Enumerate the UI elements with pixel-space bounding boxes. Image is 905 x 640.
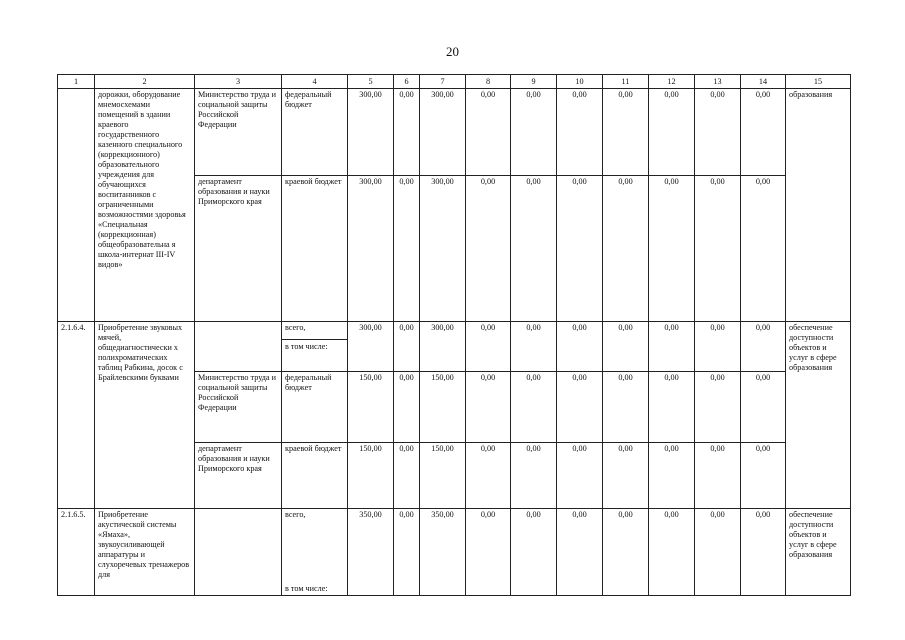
executor-cell: Министерство труда и социальной защиты Российской Федерации — [195, 89, 282, 176]
value-cell: 0,00 — [695, 443, 741, 509]
col-header: 1 — [58, 75, 95, 89]
table-row — [58, 89, 851, 176]
funding-source-label: краевой бюджет — [285, 444, 342, 453]
funding-source-cell — [282, 89, 348, 176]
col-header: 15 — [786, 75, 851, 89]
value-cell: 0,00 — [511, 322, 557, 372]
value-cell: 0,00 — [695, 176, 741, 322]
value-cell: 0,00 — [394, 176, 420, 322]
value-cell: 0,00 — [394, 443, 420, 509]
value-cell: 0,00 — [741, 176, 786, 322]
value-cell: 0,00 — [557, 322, 603, 372]
value-cell: 0,00 — [466, 176, 511, 322]
value-cell: 0,00 — [557, 176, 603, 322]
item-code: 2.1.6.4. — [58, 322, 95, 509]
value-cell: 0,00 — [649, 372, 695, 443]
col-header: 8 — [466, 75, 511, 89]
value-cell: 0,00 — [741, 372, 786, 443]
executor-cell — [195, 509, 282, 596]
value-cell: 0,00 — [557, 443, 603, 509]
executor-cell — [195, 322, 282, 372]
col-header: 9 — [511, 75, 557, 89]
value-cell: 0,00 — [603, 443, 649, 509]
value-cell: 0,00 — [511, 443, 557, 509]
funding-source-cell — [282, 322, 348, 372]
value-cell: 0,00 — [466, 322, 511, 372]
value-cell: 0,00 — [394, 372, 420, 443]
funding-note: в том числе: — [285, 584, 328, 593]
value-cell: 350,00 — [348, 509, 394, 596]
value-cell: 0,00 — [511, 176, 557, 322]
value-cell: 0,00 — [511, 372, 557, 443]
value-cell: 0,00 — [649, 322, 695, 372]
col-header: 2 — [95, 75, 195, 89]
budget-table — [57, 74, 851, 596]
result-cell: обеспечение доступности объектов и услуг в сфере образования — [786, 322, 851, 509]
value-cell: 150,00 — [348, 443, 394, 509]
value-cell: 0,00 — [741, 443, 786, 509]
value-cell: 0,00 — [741, 322, 786, 372]
funding-source-cell — [282, 372, 348, 443]
header-row — [58, 75, 851, 89]
value-cell: 0,00 — [741, 509, 786, 596]
value-cell: 300,00 — [420, 322, 466, 372]
value-cell: 0,00 — [466, 509, 511, 596]
item-name: Приобретение акустической системы «Ямаха», звукоусиливающей аппаратуры и слухоречевых тренажеров для — [95, 509, 195, 596]
value-cell: 0,00 — [649, 443, 695, 509]
page-number: 20 — [446, 44, 459, 59]
value-cell: 0,00 — [695, 322, 741, 372]
value-cell: 350,00 — [420, 509, 466, 596]
funding-source-label: всего, — [285, 510, 306, 519]
col-header: 13 — [695, 75, 741, 89]
value-cell: 0,00 — [695, 509, 741, 596]
value-cell: 300,00 — [420, 176, 466, 322]
value-cell: 0,00 — [741, 89, 786, 176]
value-cell: 150,00 — [348, 372, 394, 443]
value-cell: 150,00 — [420, 372, 466, 443]
value-cell: 0,00 — [603, 176, 649, 322]
value-cell: 300,00 — [348, 322, 394, 372]
value-cell: 300,00 — [348, 89, 394, 176]
col-header: 14 — [741, 75, 786, 89]
value-cell: 0,00 — [649, 176, 695, 322]
value-cell: 0,00 — [603, 322, 649, 372]
result-cell: обеспечение доступности объектов и услуг в сфере образования — [786, 509, 851, 596]
item-name: дорожки, оборудование мнемосхемами помещений в здании краевого государственного казенного специального (коррекционного) образовательного учреждения для обучающихся воспитанников с ограниченными возможностями здоровья «Специальная (коррекционная) общеобразовательна я школа-интернат III-IV видов» — [95, 89, 195, 322]
value-cell: 0,00 — [466, 372, 511, 443]
value-cell: 0,00 — [511, 89, 557, 176]
col-header: 5 — [348, 75, 394, 89]
value-cell: 0,00 — [695, 372, 741, 443]
funding-source-label: федеральный бюджет — [285, 90, 332, 109]
col-header: 7 — [420, 75, 466, 89]
funding-source-cell — [282, 443, 348, 509]
value-cell: 0,00 — [394, 509, 420, 596]
value-cell: 0,00 — [394, 322, 420, 372]
executor-cell: департамент образования и науки Приморского края — [195, 443, 282, 509]
value-cell: 0,00 — [603, 372, 649, 443]
col-header: 4 — [282, 75, 348, 89]
executor-cell: Министерство труда и социальной защиты Российской Федерации — [195, 372, 282, 443]
table-row — [58, 509, 851, 596]
col-header: 6 — [394, 75, 420, 89]
table-row — [58, 322, 851, 372]
funding-note: в том числе: — [282, 339, 347, 352]
col-header: 3 — [195, 75, 282, 89]
col-header: 11 — [603, 75, 649, 89]
col-header: 12 — [649, 75, 695, 89]
value-cell: 0,00 — [511, 509, 557, 596]
value-cell: 0,00 — [557, 372, 603, 443]
value-cell: 300,00 — [420, 89, 466, 176]
value-cell: 0,00 — [557, 509, 603, 596]
value-cell: 150,00 — [420, 443, 466, 509]
funding-source-label: всего, — [285, 323, 306, 332]
value-cell: 0,00 — [466, 89, 511, 176]
item-name: Приобретение звуковых мячей, общедиагностически х полихроматических таблиц Рабкина, досок с Брайлевскими буквами — [95, 322, 195, 509]
col-header: 10 — [557, 75, 603, 89]
value-cell: 0,00 — [603, 509, 649, 596]
funding-source-cell — [282, 509, 348, 596]
value-cell: 0,00 — [649, 89, 695, 176]
value-cell: 0,00 — [466, 443, 511, 509]
value-cell: 0,00 — [394, 89, 420, 176]
item-code — [58, 89, 95, 322]
value-cell: 0,00 — [557, 89, 603, 176]
executor-cell: департамент образования и науки Приморского края — [195, 176, 282, 322]
value-cell: 300,00 — [348, 176, 394, 322]
funding-source-label: федеральный бюджет — [285, 373, 332, 392]
value-cell: 0,00 — [603, 89, 649, 176]
funding-source-label: краевой бюджет — [285, 177, 342, 186]
value-cell: 0,00 — [649, 509, 695, 596]
value-cell: 0,00 — [695, 89, 741, 176]
result-cell: образования — [786, 89, 851, 322]
item-code: 2.1.6.5. — [58, 509, 95, 596]
funding-source-cell — [282, 176, 348, 322]
